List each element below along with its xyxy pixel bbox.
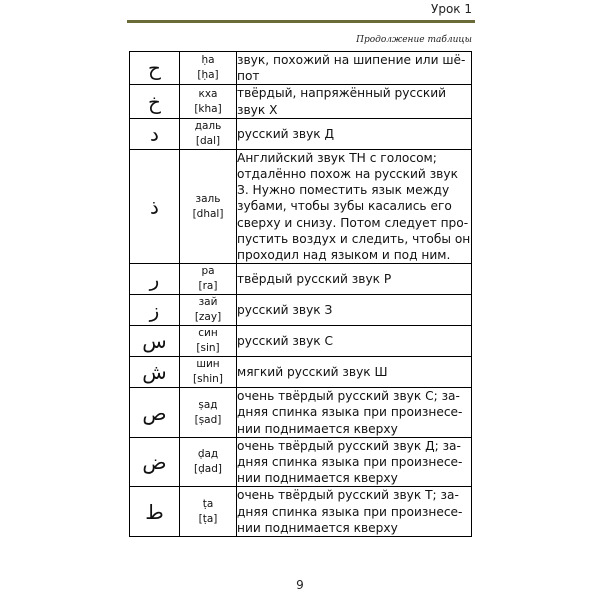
letter-name: ḍад xyxy=(197,448,219,461)
description-line: нии поднимается кверху xyxy=(237,471,398,486)
letter-transliteration: [ḍad] xyxy=(194,463,222,476)
letter-transliteration: [zay] xyxy=(194,311,222,324)
description-line: пот xyxy=(237,69,260,84)
sound-description xyxy=(237,388,472,438)
arabic-letter: ذ xyxy=(130,149,180,263)
letter-name-cell xyxy=(180,118,237,149)
letter-name-cell xyxy=(180,357,237,388)
lesson-title: Урок 1 xyxy=(431,2,472,16)
sound-description xyxy=(237,487,472,537)
description-line: нии поднимается кверху xyxy=(237,520,398,535)
sound-description xyxy=(237,295,472,326)
letter-name: син xyxy=(198,327,218,340)
letter-name-cell xyxy=(180,437,237,487)
arabic-letter: ط xyxy=(130,487,180,537)
arabic-letter: خ xyxy=(130,85,180,118)
alphabet-table xyxy=(129,51,472,537)
letter-name: заль xyxy=(195,192,221,205)
description-line: нии поднимается кверху xyxy=(237,421,398,436)
description-line: звук, похожий на шипение или шё- xyxy=(237,53,466,67)
arabic-letter: ض xyxy=(130,437,180,487)
description-line: русский звук Д xyxy=(237,126,335,141)
letter-name: ṭа xyxy=(202,497,214,510)
letter-name-cell xyxy=(180,52,237,85)
sound-description xyxy=(237,52,472,85)
description-line: отдалённо похож на русский звук xyxy=(237,167,458,182)
table-row xyxy=(130,487,472,537)
letter-transliteration: [ṭa] xyxy=(198,512,218,525)
letter-name: зай xyxy=(198,296,218,309)
table-continuation-note: Продолжение таблицы xyxy=(356,35,472,45)
description-line: русский звук З xyxy=(237,303,333,318)
table-row xyxy=(130,437,472,487)
alphabet-table-body xyxy=(130,52,472,537)
arabic-letter: ص xyxy=(130,388,180,438)
table-row xyxy=(130,357,472,388)
letter-transliteration: [sin] xyxy=(196,342,220,355)
letter-name-cell xyxy=(180,295,237,326)
table-row xyxy=(130,388,472,438)
sound-description xyxy=(237,357,472,388)
description-line: очень твёрдый русский звук Т; за- xyxy=(237,488,459,503)
description-line: проходил над языком и под ним. xyxy=(237,248,451,263)
arabic-letter: س xyxy=(130,326,180,357)
letter-name: шин xyxy=(196,358,220,371)
sound-description xyxy=(237,437,472,487)
table-row xyxy=(130,264,472,295)
table-row xyxy=(130,149,472,263)
letter-name-cell xyxy=(180,264,237,295)
table-row xyxy=(130,118,472,149)
description-line: З. Нужно поместить язык между xyxy=(237,183,450,198)
table-row xyxy=(130,295,472,326)
description-line: звук Х xyxy=(237,102,278,117)
arabic-letter: د xyxy=(130,118,180,149)
description-line: зубами, чтобы зубы касались его xyxy=(237,199,452,214)
letter-name: ḥа xyxy=(201,54,215,67)
description-line: сверху и снизу. Потом следует про- xyxy=(237,215,469,230)
description-line: твёрдый русский звук Р xyxy=(237,272,392,287)
description-line: мягкий русский звук Ш xyxy=(237,365,388,380)
description-line: Английский звук TH с голосом; xyxy=(237,150,437,165)
arabic-letter: ح xyxy=(130,52,180,85)
table-row xyxy=(130,85,472,118)
table-row xyxy=(130,52,472,85)
sound-description xyxy=(237,118,472,149)
letter-name-cell xyxy=(180,388,237,438)
table-row xyxy=(130,326,472,357)
sound-description xyxy=(237,85,472,118)
letter-transliteration: [ṣad] xyxy=(194,413,222,426)
letter-name-cell xyxy=(180,149,237,263)
description-line: дняя спинка языка при произнесе- xyxy=(237,405,463,420)
description-line: дняя спинка языка при произнесе- xyxy=(237,504,463,519)
description-line: очень твёрдый русский звук Д; за- xyxy=(237,438,461,453)
arabic-letter: ر xyxy=(130,264,180,295)
letter-transliteration: [dal] xyxy=(195,134,221,147)
sound-description xyxy=(237,264,472,295)
letter-transliteration: [shin] xyxy=(193,373,223,386)
letter-name: даль xyxy=(194,119,222,132)
page-number: 9 xyxy=(296,578,304,592)
letter-name-cell xyxy=(180,85,237,118)
description-line: русский звук С xyxy=(237,334,334,349)
letter-name-cell xyxy=(180,326,237,357)
description-line: твёрдый, напряжённый русский xyxy=(237,86,447,101)
arabic-letter: ش xyxy=(130,357,180,388)
description-line: дняя спинка языка при произнесе- xyxy=(237,455,463,470)
sound-description xyxy=(237,149,472,263)
sound-description xyxy=(237,326,472,357)
header-rule xyxy=(127,20,475,23)
arabic-letter: ز xyxy=(130,295,180,326)
letter-transliteration: [ḥa] xyxy=(197,69,219,82)
description-line: очень твёрдый русский звук С; за- xyxy=(237,389,460,404)
letter-transliteration: [kha] xyxy=(194,102,222,115)
letter-name-cell xyxy=(180,487,237,537)
letter-name: ṣад xyxy=(198,398,218,411)
letter-name: кха xyxy=(198,87,218,100)
letter-name: ра xyxy=(201,265,215,278)
description-line: пустить воздух и следить, чтобы он xyxy=(237,231,471,246)
letter-transliteration: [ra] xyxy=(198,280,218,293)
letter-transliteration: [dhal] xyxy=(192,207,224,220)
